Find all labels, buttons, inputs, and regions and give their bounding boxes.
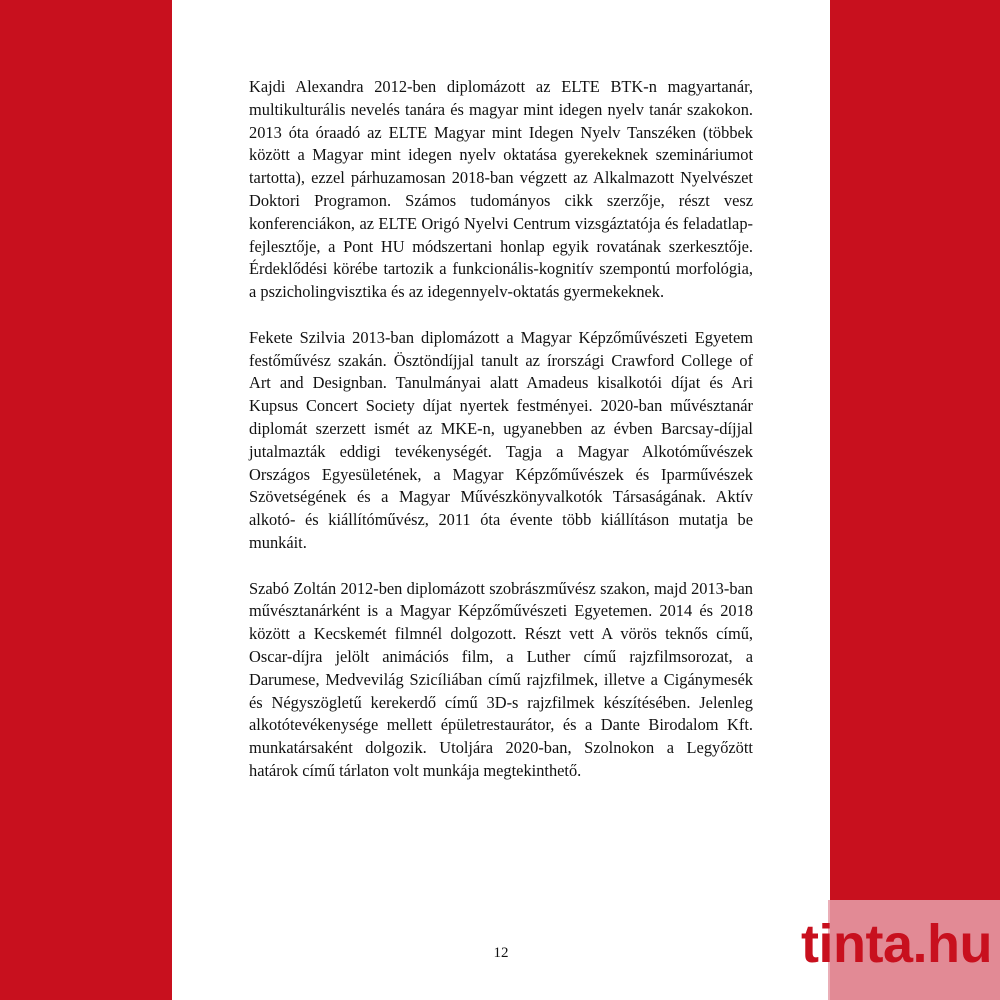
- paragraph-kajdi-alexandra: Kajdi Alexandra 2012-ben diplomázott az ELTE BTK-n magyartanár, multikulturális nevelés tanára és magyar mint idegen nyelv tanár szakokon. 2013 óta óraadó az ELTE Magyar mint Idegen Nyelv Tanszéken (többek között a Magyar mint idegen nyelv oktatása gyerekeknek szemináriumot tartotta), ezzel párhuzamosan 2018-ban végzett az Alkalmazott Nyelvészet Doktori Programon. Számos tudományos cikk szerzője, részt vesz konferenciákon, az ELTE Origó Nyelvi Centrum vizsgáztatója és feladatlap-fejlesztője, a Pont HU módszertani honlap egyik rovatának szerkesztője. Érdeklődési körébe tartozik a funkcionális-kognitív szempontú morfológia, a pszicholingvisztika és az idegennyelv-oktatás gyermekeknek.: [249, 77, 753, 302]
- text-block: [249, 76, 753, 806]
- page-number: 12: [493, 945, 509, 961]
- paragraph-fekete-szilvia: Fekete Szilvia 2013-ban diplomázott a Magyar Képzőművészeti Egyetem festőművész szakán. Ösztöndíjjal tanult az írországi Crawford College of Art and Designban. Tanulmányai alatt Amadeus kisalkotói díjat és Ari Kupsus Concert Society díjat nyertek festményei. 2020-ban művésztanár diplomát szerzett ismét az MKE-n, ugyanebben az évben Barcsay-díjjal jutalmazták eddigi tevékenységét. Tagja a Magyar Alkotóművészek Országos Egyesületének, a Magyar Képzőművészek és Iparművészek Szövetségének és a Magyar Művészkönyvalkotók Társaságának. Aktív alkotó- és kiállítóművész, 2011 óta évente több kiállításon mutatja be munkáit.: [249, 327, 753, 552]
- paragraph-szabo-zoltan: Szabó Zoltán 2012-ben diplomázott szobrászművész szakon, majd 2013-ban művésztanárként is a Magyar Képzőművészeti Egyetemen. 2014 és 2018 között a Kecskemét filmnél dolgozott. Részt vett A vörös teknős című, Oscar-díjra jelölt animációs film, a Luther című rajzfilmsorozat, a Darumese, Medvevilág Szicíliában című rajzfilmek, illetve a Cigánymesék és Négyszögletű kerekerdő című 3D-s rajzfilmek készítésében. Jelenleg alkotótevékenysége mellett épületrestaurátor, és a Dante Birodalom Kft. munkatársaként dolgozik. Utoljára 2020-ban, Szolnokon a Legyőzött határok című tárlaton volt munkája megtekinthető.: [249, 578, 753, 780]
- book-page: [172, 0, 830, 1000]
- watermark-logo: tinta.hu: [801, 914, 992, 974]
